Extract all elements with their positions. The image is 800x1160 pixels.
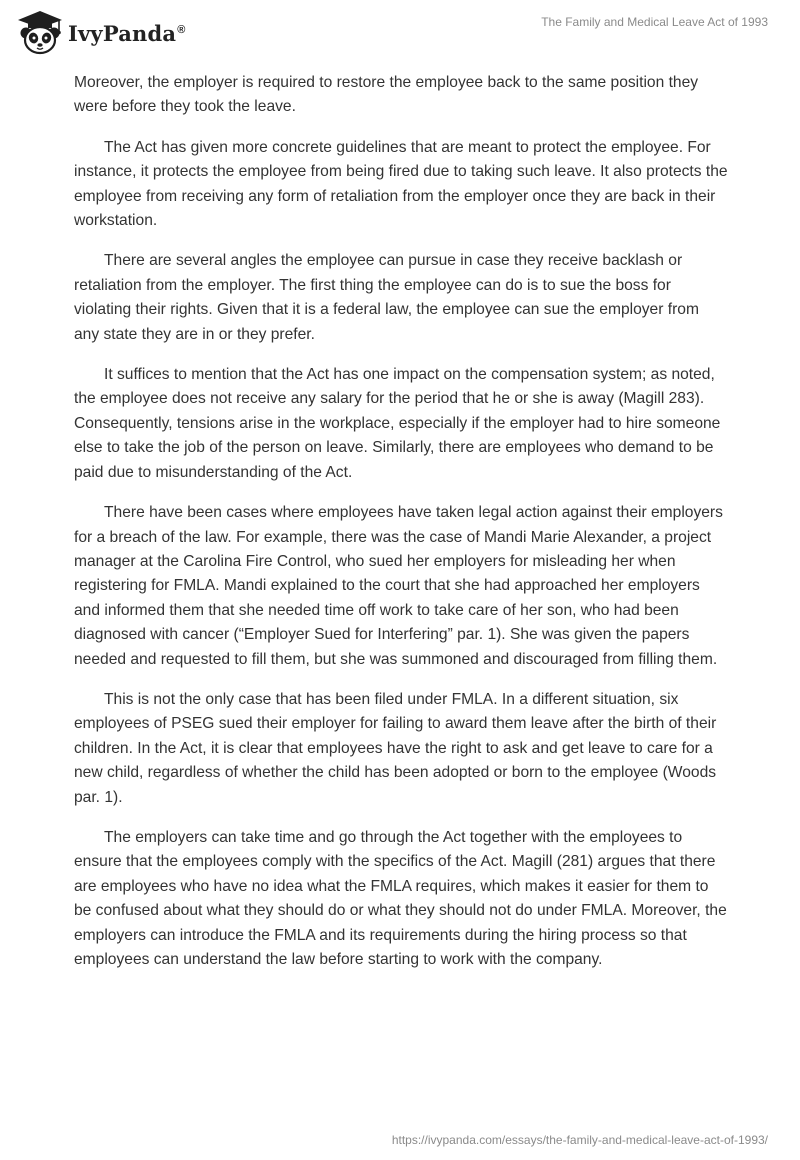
registered-mark: ®	[177, 23, 186, 36]
document-title: The Family and Medical Leave Act of 1993	[541, 15, 768, 29]
paragraph-4: It suffices to mention that the Act has one impact on the compensation system; as noted, the employee does not receive any salary for the period that he or she is away (Magill 283). Consequently, tensions arise in the workplace, especially if the employer had to hire someone else to take the job of the person on leave. Similarly, there are employees who demand to be paid due to misunderstanding of the Act.	[74, 366, 721, 481]
page-header	[0, 0, 800, 60]
brand-name	[68, 21, 186, 46]
essay-body	[74, 71, 728, 988]
brand-logo[interactable]	[16, 9, 186, 55]
paragraph-5: There have been cases where employees have taken legal action against their employers for a breach of the law. For example, there was the case of Mandi Marie Alexander, a project manager at the Carolina Fire Control, who sued her employers for misleading her when registering for FMLA. Mandi explained to the court that she had approached her employers and informed them that she needed time off work to take care of her son, who had been diagnosed with cancer (“Employer Sued for Interfering” par. 1). She was given the papers needed and requested to fill them, but she was summoned and discouraged from filling them.	[74, 504, 723, 668]
paragraph-7: The employers can take time and go through the Act together with the employees to ensure that the employees comply with the specifics of the Act. Magill (281) argues that there are employees who have no idea what the FMLA requires, which makes it easier for them to be confused about what they should do or what they should not do under FMLA. Moreover, the employers can introduce the FMLA and its requirements during the hiring process so that employees can understand the law before starting to work with the company.	[74, 828, 727, 968]
brand-name-text: IvyPanda	[68, 20, 177, 46]
panda-graduation-cap-icon	[16, 9, 64, 55]
source-url[interactable]: https://ivypanda.com/essays/the-family-and-medical-leave-act-of-1993/	[391, 1133, 768, 1147]
paragraph-3: There are several angles the employee can pursue in case they receive backlash or retaliation from the employer. The first thing the employee can do is to sue the boss for violating their rights. Given that it is a federal law, the employee can sue the employer from any state they are in or they prefer.	[74, 252, 699, 343]
paragraph-2: The Act has given more concrete guidelines that are meant to protect the employee. For instance, it protects the employee from being fired due to taking such leave. It also protects the employee from receiving any form of retaliation from the employer once they are back in their workstation.	[74, 138, 728, 230]
paragraph-6: This is not the only case that has been filed under FMLA. In a different situation, six employees of PSEG sued their employer for failing to award them leave after the birth of their children. In the Act, it is clear that employees have the right to ask and get leave to care for a new child, regardless of whether the child has been adopted or born to the employee (Woods par. 1).	[74, 690, 717, 806]
paragraph-1: Moreover, the employer is required to restore the employee back to the same position they were before they took the leave.	[74, 74, 699, 116]
